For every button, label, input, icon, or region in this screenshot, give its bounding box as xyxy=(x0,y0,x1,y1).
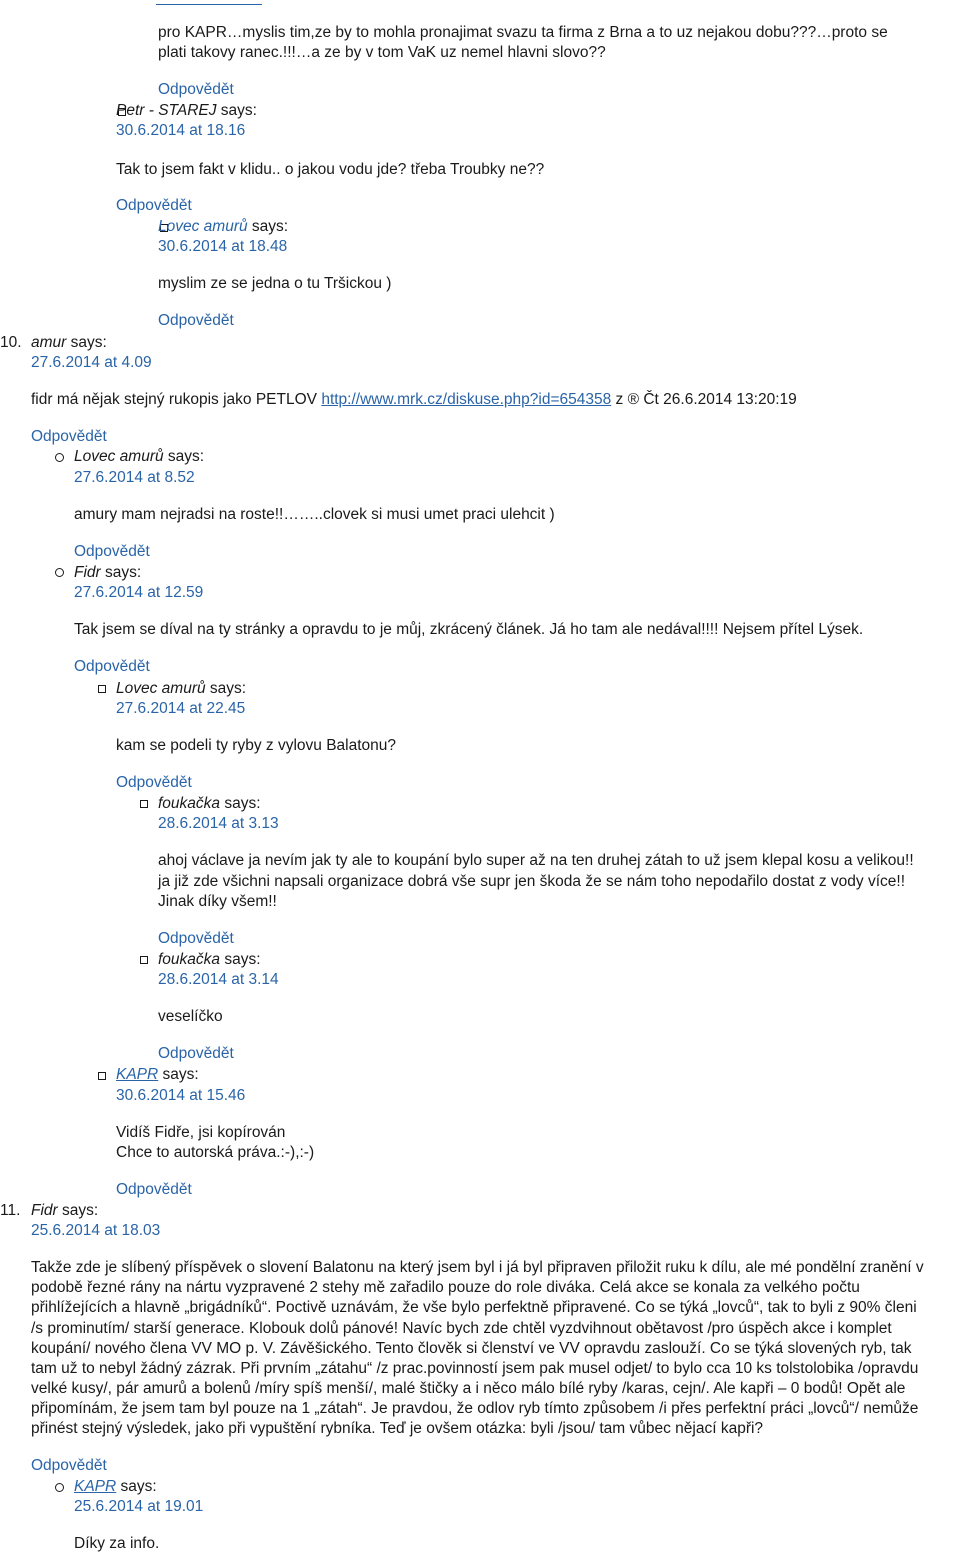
comment-author: Lovec amurů xyxy=(74,448,164,465)
comment-author-link[interactable]: Lovec amurů xyxy=(158,218,248,235)
square-bullet-icon xyxy=(98,685,106,693)
comment-text: pro KAPR…myslis tim,ze by to mohla pronajimat svazu ta firma z Brna a to uz nejakou dobu???…proto se xyxy=(158,24,888,41)
comment-text-part: fidr má nějak stejný rukopis jako PETLOV xyxy=(31,391,322,408)
comment-text-line: ja již zde všichni napsali organizace dobrá vše supr jen škoda že se nám toho nepodařilo dostat z vody více!! xyxy=(158,873,906,890)
reply-link[interactable]: Odpovědět xyxy=(31,428,107,445)
comment-date-link[interactable]: 27.6.2014 at 22.45 xyxy=(116,700,246,717)
circle-bullet-icon xyxy=(55,453,64,462)
comment-date-link[interactable]: 30.6.2014 at 18.48 xyxy=(158,238,288,255)
comment-date-link[interactable]: 27.6.2014 at 8.52 xyxy=(74,469,195,486)
comment-author: Fidr xyxy=(74,564,101,581)
comment-header xyxy=(158,794,261,814)
comment-header xyxy=(116,679,246,699)
comment-author: Fidr xyxy=(31,1202,58,1219)
comment-header xyxy=(31,1201,98,1221)
says-label: says: xyxy=(220,102,257,119)
comment-header xyxy=(116,1065,199,1085)
comment-author-link[interactable]: KAPR xyxy=(74,1478,117,1495)
comment-date-link[interactable]: 25.6.2014 at 18.03 xyxy=(31,1222,161,1239)
comment-date-link[interactable]: 27.6.2014 at 12.59 xyxy=(74,584,204,601)
reply-link[interactable]: Odpovědět xyxy=(158,1045,234,1062)
top-link-underline[interactable] xyxy=(156,0,262,5)
comment-text: Tak to jsem fakt v klidu.. o jakou vodu jde? třeba Troubky ne?? xyxy=(116,161,545,178)
comment-number: 11. xyxy=(0,1202,21,1219)
comment-number: 10. xyxy=(0,334,22,351)
reply-link[interactable]: Odpovědět xyxy=(74,543,150,560)
comment-author-link[interactable]: KAPR xyxy=(116,1066,159,1083)
comment-author: foukačka xyxy=(158,951,221,968)
comment-text: veselíčko xyxy=(158,1008,223,1025)
reply-link[interactable]: Odpovědět xyxy=(116,1181,192,1198)
square-bullet-icon xyxy=(98,1072,106,1080)
reply-link[interactable]: Odpovědět xyxy=(158,312,234,329)
comment-text: amury mam nejradsi na roste!!……..clovek si musi umet praci ulehcit ) xyxy=(74,506,555,523)
comment-text-line: velké kusy/, pár amurů a bolenů /míry spíš menší/, malé štičky a i něco málo bílé ryby /karas, cejn/. Ale kapři – 0 bodů! Opět ale xyxy=(31,1380,906,1397)
comment-text: kam se podeli ty ryby z vylovu Balatonu? xyxy=(116,737,396,754)
comment-text-line: ahoj václave ja nevím jak ty ale to koupání bylo super až na ten druhej zátah to už jsem klepal kosu a velikou!! xyxy=(158,852,914,869)
comment-text-line: připomínám, že jsem tam byl pouze na 1 „zátah“. Je pravdou, že odlov ryb tímto způsobem /i přes perfektní práci „lovců“/ nemůže xyxy=(31,1400,919,1417)
reply-link[interactable]: Odpovědět xyxy=(116,774,192,791)
comment-text-line: Jinak díky všem!! xyxy=(158,893,277,910)
circle-bullet-icon xyxy=(55,568,64,577)
comment-header xyxy=(158,950,261,970)
comment-text-line: koupání/ nového člena VV MO p. V. Závěšického. Tento člověk si členství ve VV opravdu zaslouží. Co se týká slovených ryb, tak xyxy=(31,1340,912,1357)
square-bullet-icon xyxy=(140,956,148,964)
reply-link[interactable]: Odpovědět xyxy=(31,1457,107,1474)
says-label: says: xyxy=(209,680,247,697)
comment-author: amur xyxy=(31,334,67,351)
comment-date-link[interactable]: 25.6.2014 at 19.01 xyxy=(74,1498,204,1515)
says-label: says: xyxy=(224,795,261,812)
reply-link[interactable]: Odpovědět xyxy=(116,197,192,214)
comment-text-line: přinést stejný výsledek, jako při vypuštění rybníka. Teď je ovšem otázka: byli /jsou/ tam vůbec nějací kapři? xyxy=(31,1420,764,1437)
square-bullet-icon xyxy=(140,800,148,808)
says-label: says: xyxy=(167,448,205,465)
comment-header xyxy=(74,1477,157,1497)
comment-text: myslim ze se jedna o tu Tršickou ) xyxy=(158,275,392,292)
comment-date-link[interactable]: 28.6.2014 at 3.14 xyxy=(158,971,279,988)
comment-author: Lovec amurů xyxy=(116,680,206,697)
comment-author: Petr - STAREJ xyxy=(116,102,217,119)
reply-link[interactable]: Odpovědět xyxy=(158,930,234,947)
comment-date-link[interactable]: 27.6.2014 at 4.09 xyxy=(31,354,152,371)
comment-text-part: z ® Čt 26.6.2014 13:20:19 xyxy=(611,391,797,408)
comment-header xyxy=(74,447,204,467)
comment-text-line: Takže zde je slíbený příspěvek o slovení Balatonu na který jsem byl i já byl připraven přiložit ruku k dílu, ale mé pondělní zranění v xyxy=(31,1259,924,1276)
comment-text xyxy=(31,390,797,410)
comment-header xyxy=(116,101,257,121)
comment-text: plati takovy ranec.!!!…a ze by v tom VaK uz nemel hlavni slovo?? xyxy=(158,44,606,61)
comment-author: foukačka xyxy=(158,795,221,812)
comment-date-link[interactable]: 30.6.2014 at 15.46 xyxy=(116,1087,246,1104)
says-label: says: xyxy=(120,1478,157,1495)
says-label: says: xyxy=(224,951,261,968)
says-label: says: xyxy=(162,1066,199,1083)
comment-text-line: /s prominutím/ starší generace. Klobouk dolů pánové! Navíc bych zde chtěl vyzdvihnout obětavost /pro úspěch akce i komplet xyxy=(31,1320,892,1337)
circle-bullet-icon xyxy=(55,1483,64,1492)
says-label: says: xyxy=(105,564,142,581)
comment-header xyxy=(158,217,288,237)
says-label: says: xyxy=(62,1202,99,1219)
comment-text-line: Vidíš Fidře, jsi kopírován xyxy=(116,1124,286,1141)
comment-text-line: Chce to autorská práva.:-),:-) xyxy=(116,1144,315,1161)
comment-header xyxy=(31,333,107,353)
comment-date-link[interactable]: 30.6.2014 at 18.16 xyxy=(116,122,246,139)
comment-text-line: tam už to nebyl žádný zázrak. Při prvním „zátahu“ /z prac.povinností jsem pak musel odjet/ to bylo cca 10 ks tolstolobika /opravdu xyxy=(31,1360,919,1377)
says-label: says: xyxy=(251,218,289,235)
comment-header xyxy=(74,563,141,583)
reply-link[interactable]: Odpovědět xyxy=(74,658,150,675)
comment-date-link[interactable]: 28.6.2014 at 3.13 xyxy=(158,815,279,832)
says-label: says: xyxy=(70,334,107,351)
comment-text-line: podobě řezné rány na nártu vyzpravené 2 stehy mě zařadilo pouze do role diváka. Celá akce se konala za velkého počtu xyxy=(31,1279,860,1296)
external-link[interactable]: http://www.mrk.cz/diskuse.php?id=654358 xyxy=(321,391,612,408)
reply-link[interactable]: Odpovědět xyxy=(158,81,234,98)
comment-text: Díky za info. xyxy=(74,1535,160,1552)
comment-text: Tak jsem se díval na ty stránky a opravdu to je můj, zkrácený článek. Já ho tam ale nedával!!!! Nejsem přítel Lýsek. xyxy=(74,621,864,638)
comment-text-line: přihlížejících a hlavně „brigádníků“. Poctivě uznávám, že vše bylo perfektně připravené. Co se týká „lovců“, tak to byli z 90% členi xyxy=(31,1299,917,1316)
